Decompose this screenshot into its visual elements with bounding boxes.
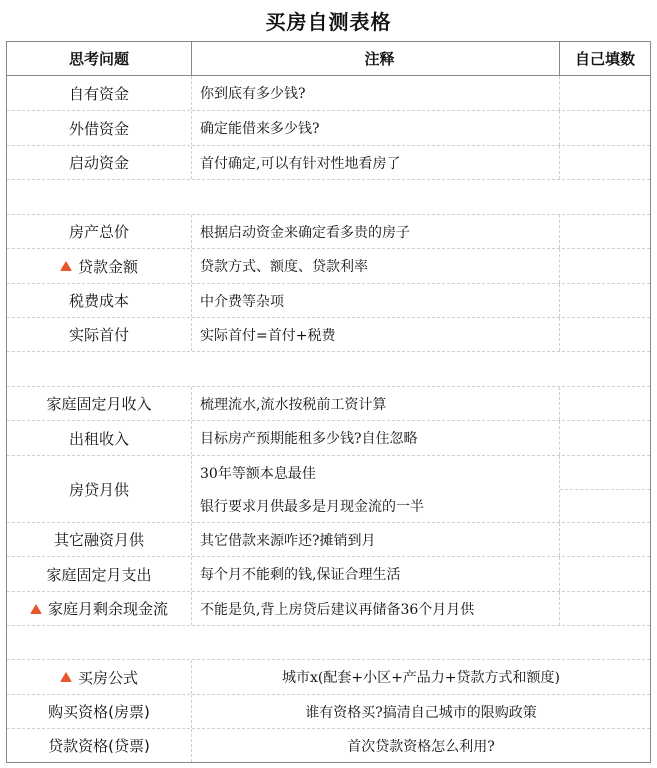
fill-cell[interactable] [560, 318, 650, 351]
spacer-row [7, 180, 650, 215]
question-cell: 购买资格(房票) [7, 695, 192, 728]
self-test-table [6, 41, 651, 763]
table-row [7, 318, 650, 352]
note-cell: 不能是负,背上房贷后建议再储备36个月月供 [192, 592, 560, 625]
note-cell: 其它借款来源咋还?摊销到月 [192, 523, 560, 556]
header-question: 思考问题 [7, 42, 192, 75]
table-row [7, 215, 650, 249]
question-cell [7, 249, 192, 283]
fill-cell[interactable] [560, 557, 650, 591]
fill-cell-divider [560, 489, 650, 490]
question-cell: 房产总价 [7, 215, 192, 248]
warning-marker-icon [60, 672, 72, 682]
table-row [7, 111, 650, 146]
table-row [7, 387, 650, 421]
table-row [7, 592, 650, 626]
note-cell: 根据启动资金来确定看多贵的房子 [192, 215, 560, 248]
note-cell: 目标房产预期能租多少钱?自住忽略 [192, 421, 560, 455]
question-cell: 家庭固定月支出 [7, 557, 192, 591]
fill-cell[interactable] [560, 284, 650, 317]
question-cell: 出租收入 [7, 421, 192, 455]
fill-cell[interactable] [560, 523, 650, 556]
note-line-1: 30年等额本息最佳 [200, 465, 316, 482]
fill-cell[interactable] [560, 76, 650, 110]
question-cell: 自有资金 [7, 76, 192, 110]
note-cell: 梳理流水,流水按税前工资计算 [192, 387, 560, 420]
fill-cell[interactable] [560, 421, 650, 455]
table-row [7, 695, 650, 729]
question-cell: 家庭固定月收入 [7, 387, 192, 420]
fill-cell[interactable] [560, 249, 650, 283]
warning-marker-icon [30, 604, 42, 614]
question-cell: 房贷月供 [7, 456, 192, 522]
spacer-row [7, 352, 650, 387]
question-cell: 贷款资格(贷票) [7, 729, 192, 762]
question-label: 买房公式 [77, 668, 138, 687]
fill-cell[interactable] [560, 111, 650, 145]
table-row [7, 660, 650, 695]
note-cell: 首次贷款资格怎么利用? [347, 738, 495, 755]
header-fill: 自己填数 [574, 50, 635, 68]
question-label: 贷款金额 [77, 257, 138, 276]
table-row [7, 249, 650, 284]
table-header-row [7, 42, 650, 76]
note-cell: 确定能借来多少钱? [192, 111, 560, 145]
note-cell: 谁有资格买?搞清自己城市的限购政策 [305, 704, 537, 721]
warning-marker-icon [60, 261, 72, 271]
table-row [7, 523, 650, 557]
question-label: 家庭月剩余现金流 [47, 600, 168, 618]
header-note: 注释 [192, 42, 560, 75]
fill-cell[interactable] [560, 146, 650, 179]
fill-cell[interactable] [560, 387, 650, 420]
fill-cell[interactable] [560, 592, 650, 625]
question-cell: 启动资金 [7, 146, 192, 179]
question-cell [7, 592, 192, 625]
question-cell: 实际首付 [7, 318, 192, 351]
table-row [7, 76, 650, 111]
table-row [7, 557, 650, 592]
note-cell: 首付确定,可以有针对性地看房了 [192, 146, 560, 179]
note-cell: 贷款方式、额度、贷款利率 [192, 249, 560, 283]
table-row [7, 729, 650, 762]
question-cell [7, 660, 192, 694]
note-cell: 每个月不能剩的钱,保证合理生活 [192, 557, 560, 591]
table-row [7, 421, 650, 456]
question-cell: 外借资金 [7, 111, 192, 145]
note-cell: 中介费等杂项 [192, 284, 560, 317]
note-cell: 你到底有多少钱? [192, 76, 560, 110]
note-cell [192, 456, 560, 522]
spacer-row [7, 626, 650, 660]
table-row [7, 146, 650, 180]
table-row-double [7, 456, 650, 523]
note-cell: 实际首付=首付+税费 [192, 318, 560, 351]
page-title: 买房自测表格 [265, 9, 392, 34]
note-line-2: 银行要求月供最多是月现金流的一半 [200, 498, 424, 515]
fill-cell[interactable] [560, 215, 650, 248]
table-row [7, 284, 650, 318]
question-cell: 税费成本 [7, 284, 192, 317]
note-cell: 城市x(配套+小区+产品力+贷款方式和额度) [281, 670, 560, 686]
question-cell: 其它融资月供 [7, 523, 192, 556]
